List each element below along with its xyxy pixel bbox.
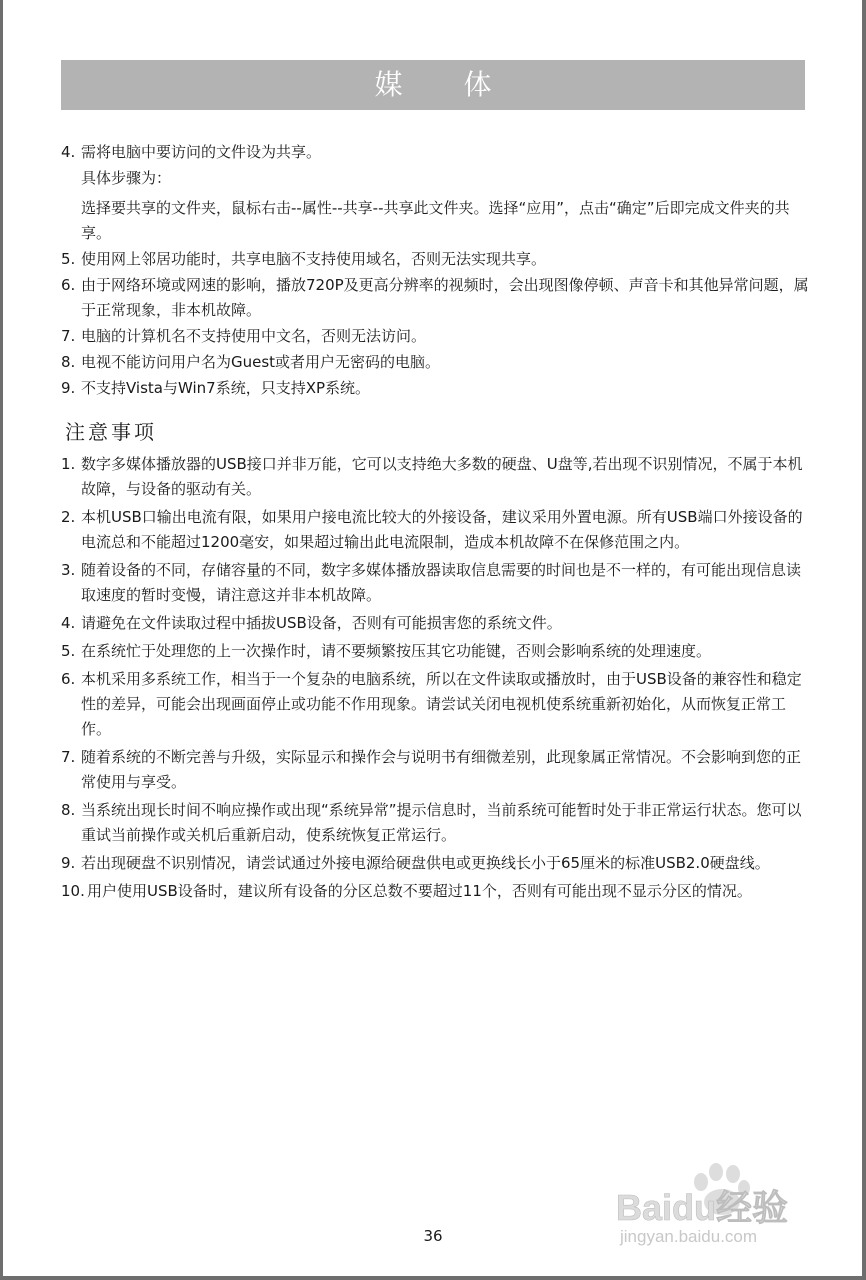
item-text: 不支持Vista与Win7系统，只支持XP系统。 (81, 379, 371, 397)
list-item (61, 639, 809, 664)
item-number: 7. (61, 748, 76, 766)
page-border-right (862, 0, 866, 1280)
item-number: 5. (61, 642, 76, 660)
item-number: 9. (61, 854, 76, 872)
item-text: 用户使用USB设备时，建议所有设备的分区总数不要超过11个，否则有可能出现不显示分区的情况。 (87, 882, 752, 900)
item-text: 电视不能访问用户名为Guest或者用户无密码的电脑。 (81, 353, 441, 371)
list-item (61, 247, 809, 272)
list-item (61, 324, 809, 349)
item-text: 电脑的计算机名不支持使用中文名，否则无法访问。 (81, 327, 427, 345)
item-text: 本机采用多系统工作，相当于一个复杂的电脑系统，所以在文件读取或播放时，由于USB设备的兼容性和稳定性的差异，可能会出现画面停止或功能不作用现象。请尝试关闭电视机使系统重新初始化，从而恢复正常工作。 (81, 670, 802, 738)
item-text: 由于网络环境或网速的影响，播放720P及更高分辨率的视频时，会出现图像停顿、声音卡和其他异常问题，属于正常现象，非本机故障。 (81, 276, 809, 319)
page-border-left (0, 0, 3, 1280)
item-number: 9. (61, 379, 76, 397)
item-number: 6. (61, 276, 76, 294)
item-text: 随着系统的不断完善与升级，实际显示和操作会与说明书有细微差别，此现象属正常情况。不会影响到您的正常使用与享受。 (81, 748, 802, 791)
item-number: 2. (61, 508, 76, 526)
item-text: 请避免在文件读取过程中插拔USB设备，否则有可能损害您的系统文件。 (81, 614, 562, 632)
item-text: 使用网上邻居功能时，共享电脑不支持使用域名，否则无法实现共享。 (81, 250, 547, 268)
list-item (61, 745, 809, 795)
watermark-logo-text: Baidu经验 (616, 1187, 789, 1228)
list-item (61, 452, 809, 502)
item-text: 在系统忙于处理您的上一次操作时，请不要频繁按压其它功能键，否则会影响系统的处理速度。 (81, 642, 712, 660)
notes-heading: 注意事项 (65, 420, 157, 444)
list-item (61, 851, 809, 876)
watermark-url: jingyan.baidu.com (620, 1227, 758, 1246)
list-item (61, 273, 809, 323)
list-item (61, 558, 809, 608)
item-number: 3. (61, 561, 76, 579)
item-number: 1. (61, 455, 76, 473)
section-title-bar: 媒 体 (61, 60, 805, 110)
notes-section (61, 452, 809, 907)
list-item (61, 798, 809, 848)
item-number: 4. (61, 614, 76, 632)
steps-text: 选择要共享的文件夹，鼠标右击--属性--共享--共享此文件夹。选择“应用”，点击“确定”后即完成文件夹的共享。 (81, 199, 790, 242)
media-section (61, 140, 809, 402)
item-text: 随着设备的不同，存储容量的不同，数字多媒体播放器读取信息需要的时间也是不一样的，有可能出现信息读取速度的暂时变慢，请注意这并非本机故障。 (81, 561, 802, 604)
item-text: 当系统出现长时间不响应操作或出现“系统异常”提示信息时，当前系统可能暂时处于非正常运行状态。您可以重试当前操作或关机后重新启动，使系统恢复正常运行。 (81, 801, 802, 844)
list-item (61, 879, 809, 904)
list-item (61, 350, 809, 375)
item-number: 8. (61, 801, 76, 819)
item-text: 本机USB口输出电流有限，如果用户接电流比较大的外接设备，建议采用外置电源。所有USB端口外接设备的电流总和不能超过1200毫安，如果超过输出此电流限制，造成本机故障不在保修范围之内。 (81, 508, 803, 551)
item-number: 6. (61, 670, 76, 688)
item-number: 7. (61, 327, 76, 345)
list-item (61, 376, 809, 401)
list-item (61, 140, 809, 165)
list-item (61, 505, 809, 555)
item-number: 5. (61, 250, 76, 268)
item-number: 10. (61, 882, 85, 900)
list-item (61, 611, 809, 636)
page-border-bottom (0, 1276, 866, 1280)
page-number: 36 (423, 1227, 443, 1245)
item-number: 4. (61, 143, 76, 161)
item-number: 8. (61, 353, 76, 371)
item-text: 需将电脑中要访问的文件设为共享。 (81, 143, 322, 161)
steps-heading: 具体步骤为： (81, 169, 172, 187)
item-text: 数字多媒体播放器的USB接口并非万能，它可以支持绝大多数的硬盘、U盘等,若出现不识别情况，不属于本机故障，与设备的驱动有关。 (81, 455, 803, 498)
item-text: 若出现硬盘不识别情况，请尝试通过外接电源给硬盘供电或更换线长小于65厘米的标准USB2.0硬盘线。 (81, 854, 770, 872)
list-item (61, 667, 809, 742)
